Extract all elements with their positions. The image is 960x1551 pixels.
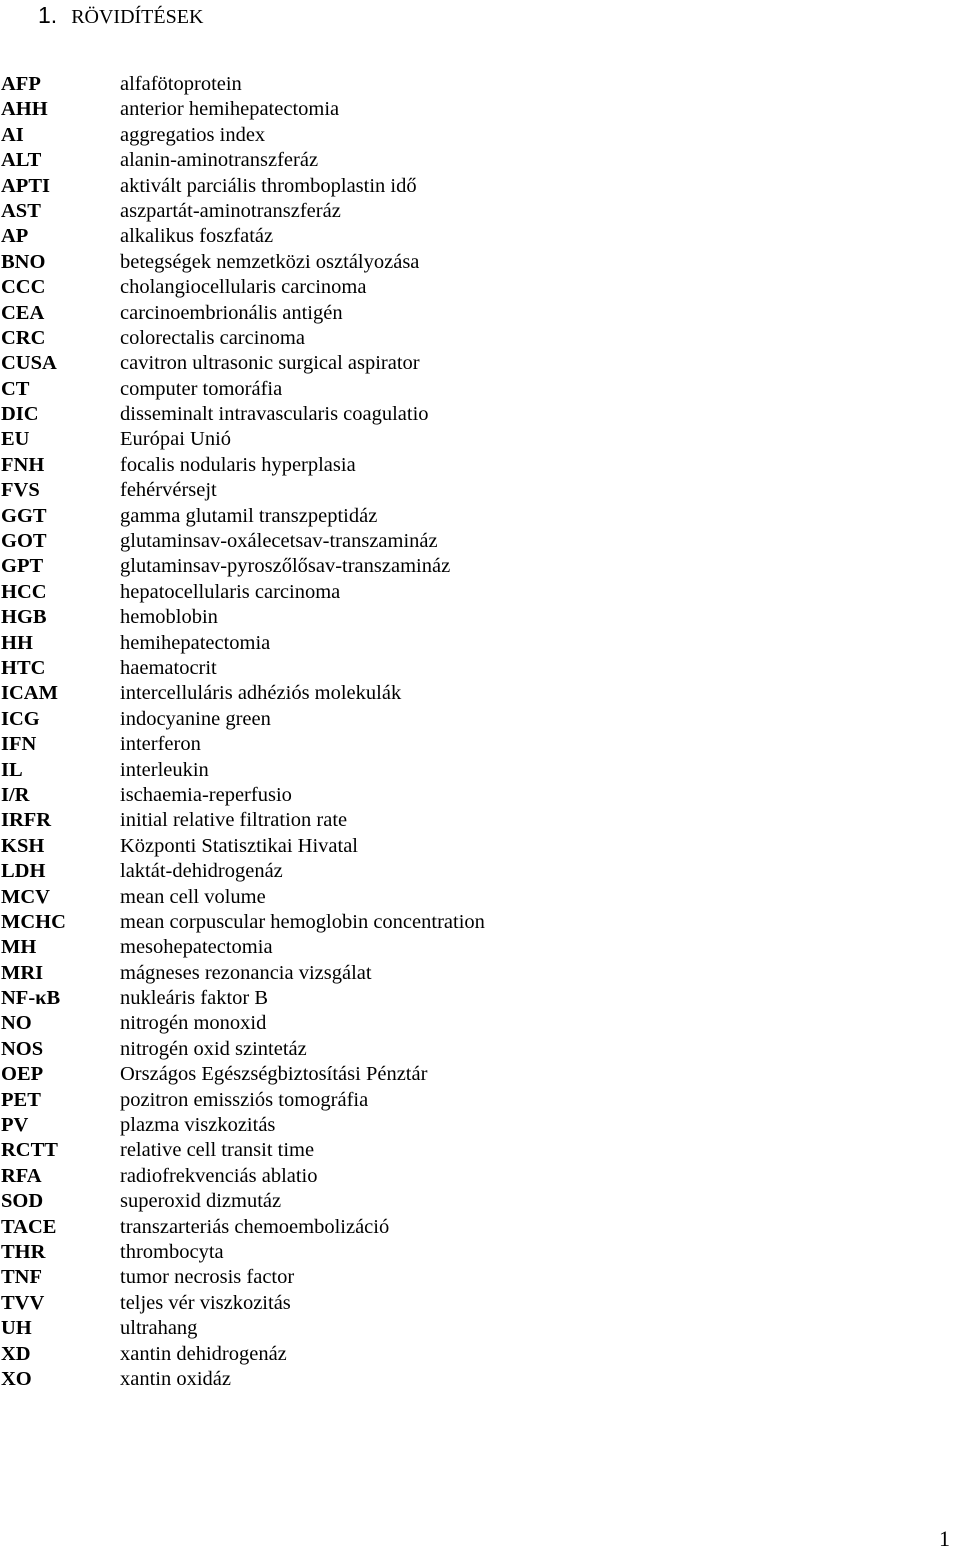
abbreviation-definition: focalis nodularis hyperplasia	[120, 453, 356, 476]
abbreviation-definition: superoxid dizmutáz	[120, 1190, 282, 1213]
abbreviation-definition: nukleáris faktor B	[120, 987, 269, 1010]
abbreviation-term: OEP	[1, 1063, 44, 1086]
abbreviation-term: NF-κB	[1, 987, 61, 1010]
abbreviation-term: HCC	[1, 580, 47, 603]
abbreviation-row	[0, 1240, 700, 1265]
abbreviation-definition: thrombocyta	[120, 1240, 224, 1263]
abbreviation-term: IL	[1, 758, 23, 781]
abbreviation-term: AFP	[1, 73, 41, 95]
abbreviation-definition: Országos Egészségbiztosítási Pénztár	[120, 1063, 428, 1086]
abbreviation-term: FVS	[1, 479, 40, 502]
abbreviation-term: SOD	[1, 1190, 44, 1213]
abbreviation-definition: carcinoembrionális antigén	[120, 301, 343, 324]
abbreviation-row	[0, 453, 700, 478]
abbreviation-row	[0, 681, 700, 706]
abbreviation-definition: aszpartát-aminotranszferáz	[120, 199, 341, 222]
abbreviation-definition: interferon	[120, 733, 201, 756]
abbreviation-term: MH	[1, 936, 37, 959]
abbreviation-row	[0, 1138, 700, 1163]
abbreviation-definition: computer tomoráfia	[120, 377, 283, 400]
abbreviation-definition: hemihepatectomia	[120, 631, 271, 654]
abbreviation-definition: indocyanine green	[120, 707, 271, 730]
abbreviation-definition: xantin oxidáz	[120, 1367, 232, 1390]
abbreviation-definition: disseminalt intravascularis coagulatio	[120, 403, 429, 426]
abbreviation-row	[0, 1011, 700, 1036]
abbreviation-definition: mágneses rezonancia vizsgálat	[120, 961, 372, 984]
abbreviation-term: AI	[1, 123, 24, 146]
abbreviation-term: EU	[1, 428, 30, 451]
abbreviation-row	[0, 72, 700, 97]
abbreviation-row	[0, 1062, 700, 1087]
abbreviation-definition: anterior hemihepatectomia	[120, 98, 340, 121]
abbreviation-term: HH	[1, 631, 33, 654]
abbreviation-term: HTC	[1, 656, 46, 679]
abbreviation-definition: hemoblobin	[120, 606, 218, 629]
abbreviation-row	[0, 1215, 700, 1240]
abbreviation-row	[0, 148, 700, 173]
abbreviation-row	[0, 758, 700, 783]
abbreviation-term: GGT	[1, 504, 47, 527]
abbreviation-row	[0, 554, 700, 579]
abbreviation-row	[0, 605, 700, 630]
section-heading	[38, 2, 203, 30]
abbreviation-definition: aktivált parciális thromboplastin idő	[120, 174, 417, 197]
abbreviation-row	[0, 631, 700, 656]
abbreviation-definition: fehérvérsejt	[120, 479, 217, 502]
abbreviation-row	[0, 910, 700, 935]
abbreviation-definition: gamma glutamil transzpeptidáz	[120, 504, 378, 527]
abbreviation-definition: Európai Unió	[120, 428, 232, 451]
abbreviation-term: GPT	[1, 555, 44, 578]
abbreviation-term: CRC	[1, 326, 46, 349]
abbreviation-term: PET	[1, 1088, 41, 1111]
abbreviation-row	[0, 478, 700, 503]
abbreviation-definition: radiofrekvenciás ablatio	[120, 1164, 318, 1187]
abbreviation-row	[0, 1367, 700, 1392]
abbreviation-row	[0, 707, 700, 732]
abbreviation-row	[0, 427, 700, 452]
abbreviation-definition: alkalikus foszfatáz	[120, 225, 274, 248]
abbreviation-row	[0, 935, 700, 960]
abbreviation-row	[0, 580, 700, 605]
abbreviation-term: CT	[1, 377, 30, 400]
abbreviation-definition: Központi Statisztikai Hivatal	[120, 834, 358, 857]
abbreviation-row	[0, 123, 700, 148]
abbreviation-definition: xantin dehidrogenáz	[120, 1342, 287, 1365]
abbreviation-row	[0, 504, 700, 529]
abbreviation-definition: cholangiocellularis carcinoma	[120, 276, 367, 299]
abbreviation-row	[0, 783, 700, 808]
abbreviation-row	[0, 529, 700, 554]
abbreviation-row	[0, 326, 700, 351]
abbreviation-definition: cavitron ultrasonic surgical aspirator	[120, 352, 420, 375]
abbreviation-definition: ischaemia-reperfusio	[120, 783, 292, 806]
abbreviation-definition: haematocrit	[120, 656, 217, 679]
abbreviation-term: THR	[1, 1240, 46, 1263]
abbreviation-definition: aggregatios index	[120, 123, 266, 146]
abbreviation-row	[0, 1088, 700, 1113]
abbreviation-row	[0, 1265, 700, 1290]
abbreviation-term: BNO	[1, 250, 46, 273]
abbreviation-row	[0, 351, 700, 376]
abbreviation-row	[0, 1189, 700, 1214]
abbreviation-term: IFN	[1, 733, 37, 756]
abbreviation-term: KSH	[1, 834, 45, 857]
abbreviation-term: GOT	[1, 530, 47, 553]
abbreviation-term: TNF	[1, 1266, 42, 1289]
abbreviation-term: RFA	[1, 1164, 42, 1187]
abbreviation-term: TVV	[1, 1291, 45, 1314]
abbreviation-term: APTI	[1, 174, 50, 197]
abbreviation-row	[0, 885, 700, 910]
abbreviation-definition: intercelluláris adhéziós molekulák	[120, 682, 402, 705]
abbreviation-row	[0, 174, 700, 199]
abbreviation-definition: mean corpuscular hemoglobin concentration	[120, 910, 485, 933]
abbreviation-term: LDH	[1, 860, 46, 883]
abbreviation-definition: laktát-dehidrogenáz	[120, 860, 283, 883]
abbreviation-row	[0, 199, 700, 224]
abbreviation-term: AP	[1, 225, 29, 248]
abbreviation-definition: mean cell volume	[120, 885, 266, 908]
abbreviation-term: HGB	[1, 606, 47, 629]
abbreviation-definition: tumor necrosis factor	[120, 1266, 295, 1289]
abbreviation-row	[0, 859, 700, 884]
abbreviation-term: CCC	[1, 276, 46, 299]
abbreviation-term: MCV	[1, 885, 50, 908]
abbreviation-row	[0, 275, 700, 300]
abbreviation-row	[0, 986, 700, 1011]
abbreviation-row	[0, 656, 700, 681]
abbreviation-definition: alanin-aminotranszferáz	[120, 149, 319, 172]
abbreviation-term: TACE	[1, 1215, 57, 1238]
abbreviation-term: CUSA	[1, 352, 57, 375]
page-number: 1	[939, 1526, 950, 1551]
abbreviation-row	[0, 1291, 700, 1316]
abbreviation-row	[0, 1342, 700, 1367]
abbreviation-row	[0, 377, 700, 402]
abbreviation-term: NOS	[1, 1037, 44, 1060]
abbreviation-definition: transzarteriás chemoembolizáció	[120, 1215, 390, 1238]
abbreviation-row	[0, 834, 700, 859]
abbreviation-row	[0, 1037, 700, 1062]
abbreviation-term: MCHC	[1, 910, 66, 933]
abbreviation-row	[0, 97, 700, 122]
abbreviation-row	[0, 1113, 700, 1138]
section-number: 1.	[38, 2, 58, 28]
abbreviation-definition: nitrogén monoxid	[120, 1012, 267, 1035]
abbreviation-definition: pozitron emissziós tomográfia	[120, 1088, 369, 1111]
abbreviation-row	[0, 732, 700, 757]
abbreviation-term: XO	[1, 1367, 32, 1390]
abbreviation-term: I/R	[1, 783, 30, 806]
abbreviation-definition: colorectalis carcinoma	[120, 326, 305, 349]
abbreviation-term: AST	[1, 199, 41, 222]
abbreviation-definition: mesohepatectomia	[120, 936, 273, 959]
abbreviation-term: AHH	[1, 98, 48, 121]
abbreviation-term: ICG	[1, 707, 40, 730]
abbreviation-definition: glutaminsav-pyroszőlősav-transzamináz	[120, 555, 451, 578]
abbreviation-definition: betegségek nemzetközi osztályozása	[120, 250, 420, 273]
abbreviation-term: XD	[1, 1342, 31, 1365]
abbreviation-row	[0, 250, 700, 275]
abbreviation-term: NO	[1, 1012, 32, 1035]
abbreviation-row	[0, 301, 700, 326]
abbreviation-definition: plazma viszkozitás	[120, 1114, 276, 1137]
abbreviation-row	[0, 961, 700, 986]
abbreviation-definition: nitrogén oxid szintetáz	[120, 1037, 307, 1060]
abbreviation-term: DIC	[1, 403, 39, 426]
abbreviation-definition: alfafötoprotein	[120, 73, 242, 95]
abbreviation-term: MRI	[1, 961, 44, 984]
abbreviation-term: UH	[1, 1317, 32, 1340]
abbreviation-definition: relative cell transit time	[120, 1139, 315, 1162]
abbreviation-term: FNH	[1, 453, 45, 476]
abbreviation-definition: teljes vér viszkozitás	[120, 1291, 291, 1314]
abbreviation-term: IRFR	[1, 809, 52, 832]
abbreviation-definition: glutaminsav-oxálecetsav-transzamináz	[120, 530, 438, 553]
abbreviation-row	[0, 224, 700, 249]
abbreviation-term: RCTT	[1, 1139, 58, 1162]
abbreviation-list	[0, 72, 700, 1392]
abbreviation-term: ICAM	[1, 682, 58, 705]
abbreviation-term: PV	[1, 1114, 29, 1137]
abbreviation-definition: initial relative filtration rate	[120, 809, 348, 832]
abbreviation-row	[0, 1164, 700, 1189]
abbreviation-row	[0, 808, 700, 833]
abbreviation-definition: interleukin	[120, 758, 209, 781]
abbreviation-definition: ultrahang	[120, 1317, 198, 1340]
abbreviation-row	[0, 1316, 700, 1341]
abbreviation-definition: hepatocellularis carcinoma	[120, 580, 341, 603]
abbreviation-row	[0, 402, 700, 427]
abbreviation-term: CEA	[1, 301, 45, 324]
section-title: RÖVIDÍTÉSEK	[71, 6, 204, 28]
abbreviation-term: ALT	[1, 149, 42, 172]
